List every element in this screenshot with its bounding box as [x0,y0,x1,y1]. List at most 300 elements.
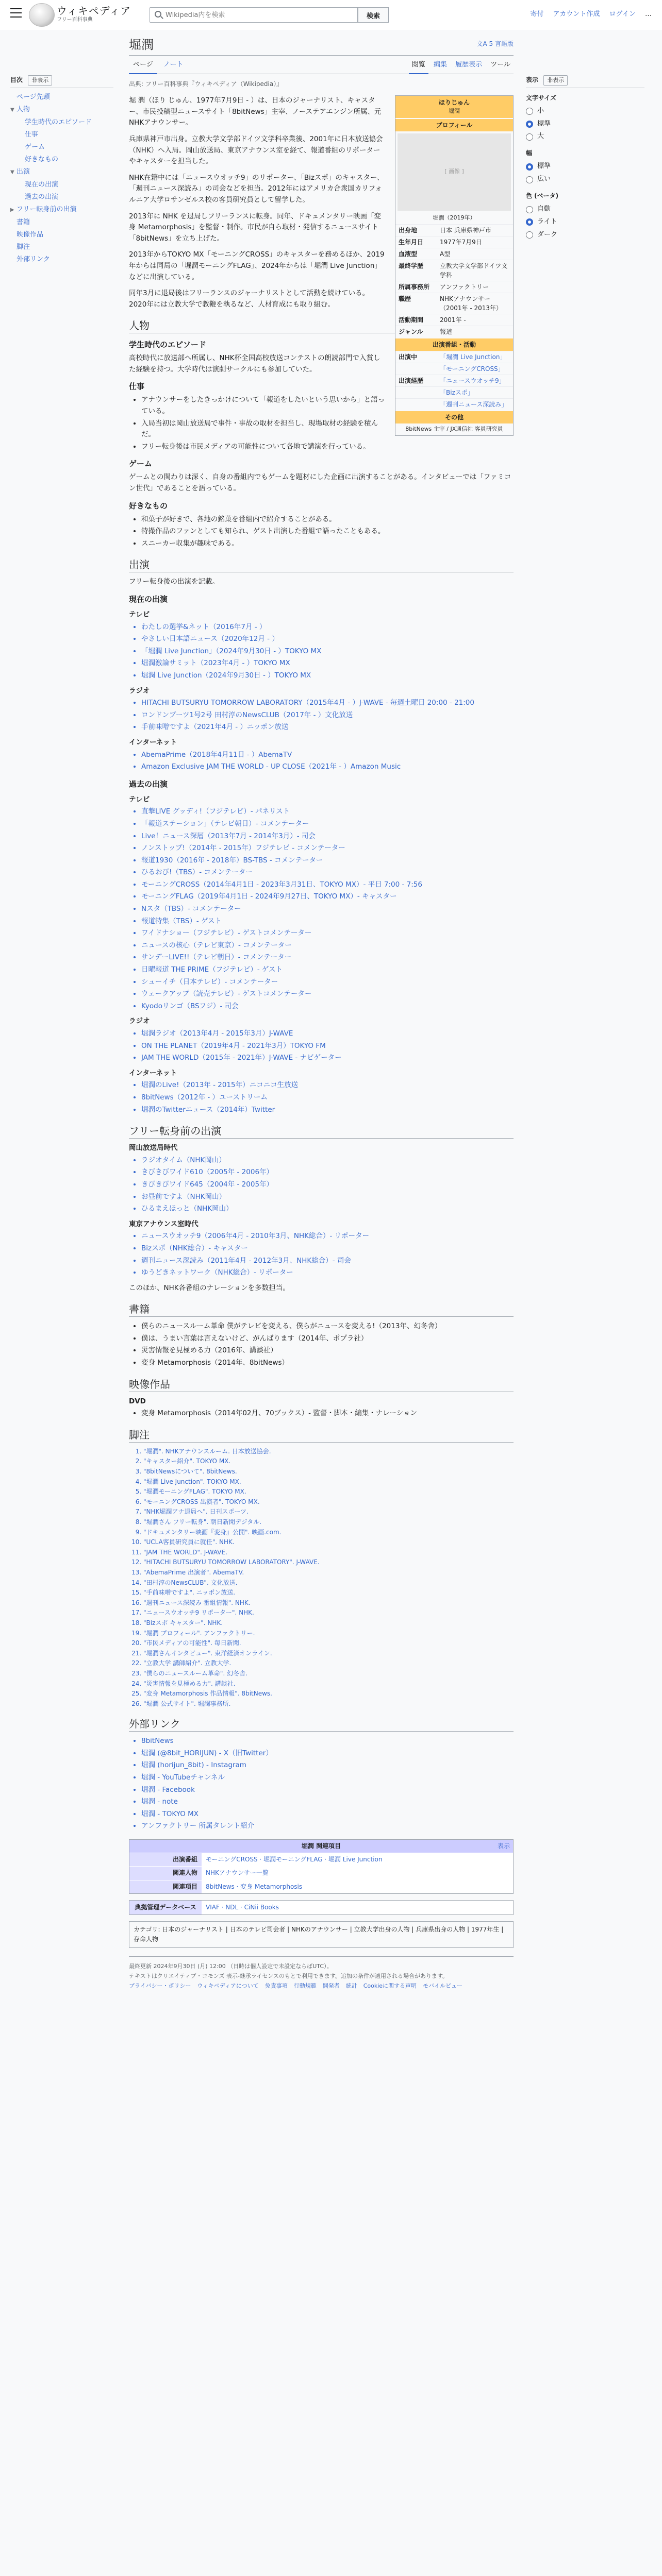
list-item: • 和菓子が好きで、各地の銘菓を番組内で紹介することがある。 [141,514,514,526]
toc-item[interactable] [10,141,113,154]
toc-list [10,91,113,266]
create-account-link[interactable]: アカウント作成 [553,10,600,18]
list-item: • スニーカー収集が趣味である。 [141,538,514,550]
list-item[interactable]: • ロンドンブーツ1号2号 田村淳のNewsCLUB（2017年 - ）文化放送 [141,710,514,721]
list-item[interactable]: 24. "災害情報を見極める力". 講談社. [143,1679,514,1689]
infobox-band: プロフィール [395,119,513,131]
footer-link[interactable]: 開発者 [322,1982,340,1989]
list-item[interactable]: • 日曜報道 THE PRIME（フジテレビ）- ゲスト [141,964,514,976]
list-item[interactable]: 22. "立教大学 講師紹介". 立教大学. [143,1658,514,1668]
list-item[interactable]: 10. "UCLA客員研究員に就任". NHK. [143,1537,514,1547]
list-item[interactable]: 16. "週刊ニュース深読み 番組情報". NHK. [143,1598,514,1608]
list-item[interactable]: 26. "堀潤 公式サイト". 堀潤事務所. [143,1699,514,1709]
infobox-value: 立教大学文学部ドイツ文学科 [440,262,508,279]
radio-label: 標準 [537,120,551,128]
navbox-links[interactable]: モーニングCROSS · 堀潤モーニングFLAG · 堀潤 Live Junction [202,1853,513,1866]
section-heading-notes: 脚注 [129,1428,514,1443]
infobox-key: 最終学歴 [399,262,424,270]
tab-read[interactable]: 閲覧 [409,56,428,74]
lead-paragraph: NHK在籍中には「ニュースウオッチ9」のリポーター、「Bizスポ」のキャスター、「週刊ニュース深読み」の司会などを担当。2012年にはアメリカ合衆国カリフォルニア大学ロサンゼルス校の客員研究員として留学した。 [129,173,384,204]
list-item[interactable]: • ひるおび!（TBS）- コメンテーター [141,867,514,878]
list-item[interactable]: 3. "8bitNewsについて". 8bitNews. [143,1467,514,1477]
navbox-row [129,1866,513,1879]
infobox-row [395,281,513,293]
subheading-work: 仕事 [129,382,145,392]
list-item[interactable]: • ニュースの核心（テレビ東京）- コメンテーター [141,940,514,952]
infobox-value: 報道 [440,328,453,336]
license-text: テキストはクリエイティブ・コモンズ 表示-継承ライセンスのもとで利用できます。追加の条件が適用される場合があります。 [129,1973,449,1980]
toc-item-label: ページ先頭 [16,93,50,101]
article-body [129,79,514,1991]
list-item[interactable]: • 堀潤のLive!（2013年 - 2015年）ニコニコ生放送 [141,1080,514,1091]
infobox-value: NHKアナウンサー（2001年 - 2013年） [440,295,503,312]
toc-item[interactable] [10,216,113,229]
list-item[interactable]: 12. "HITACHI BUTSURYU TOMORROW LABORATORY". J-WAVE. [143,1557,514,1567]
infobox-value: 日本 兵庫県神戸市 [440,227,491,234]
toc-item-label: 書籍 [16,218,30,226]
school-paragraph: 高校時代に放送部へ所属し、NHK杯全国高校放送コンテストの朗読部門で入賞した経験を持つ。大学時代は演劇サークルにも参加していた。 [129,354,380,374]
list-item[interactable]: • HITACHI BUTSURYU TOMORROW LABORATORY（2015年4月 - ）J-WAVE - 毎週土曜日 20:00 - 21:00 [141,698,514,709]
external-links-list [141,1736,514,1832]
infobox-key [399,364,440,374]
infobox-row [395,248,513,260]
tab-page[interactable]: ページ [129,56,157,74]
list-item: • 特撮作品のファンとしても知られ、ゲスト出演した番組で語ったこともある。 [141,526,514,537]
navbox-row [129,1853,513,1866]
authority-control [129,1900,514,1915]
list-item: • 僕は、うまい言葉は言えないけど、がんばります（2014年、ポプラ社） [141,1333,514,1345]
list-item[interactable]: • きびきびワイド645（2004年 - 2005年） [141,1179,514,1191]
radio-selected-icon[interactable] [526,163,533,171]
navbox-group: 関連人物 [129,1867,202,1879]
tokyo-note: このほか、NHK各番組のナレーションを多数担当。 [129,1283,290,1292]
radio-icon[interactable] [526,133,533,141]
login-link[interactable]: ログイン [609,10,636,18]
list-item[interactable]: • ニュースウオッチ9（2006年4月 - 2010年3月、NHK総合）- リポーター [141,1231,514,1242]
radio-label: 小 [537,107,544,115]
lead-paragraph: 2013年からTOKYO MX「モーニングCROSS」のキャスターを務めるほか、2019年からは同局の「堀潤モーニングFLAG」、2024年からは「堀潤 Live Junction」などに出演している。 [129,250,385,281]
list-item[interactable]: • お昼前ですよ（NHK岡山） [141,1192,514,1203]
list-item[interactable]: • わたしの選挙&ネット（2016年7月 - ） [141,622,514,633]
list-item[interactable]: • ノンストップ!（2014年 - 2015年）フジテレビ - コメンテーター [141,843,514,854]
footer-link[interactable]: ウィキペディアについて [197,1982,259,1989]
infobox-row [395,314,513,326]
game-paragraph: ゲームとの関わりは深く、自身の番組内でもゲームを題材にした企画に出演することがある。インタビューでは「ファミコン世代」であることを語っている。 [129,473,511,493]
toc-item[interactable] [10,179,113,191]
toc-item-label: 過去の出演 [25,193,59,201]
list-item: • 僕らのニュースルーム革命 僕がテレビを変える、僕らがニュースを変える!（2013年、幻冬舎） [141,1321,514,1332]
infobox-key: 出身地 [399,227,418,234]
radio-option[interactable] [526,130,644,143]
toc-item-label: 現在の出演 [25,180,59,189]
navbox-row [129,1880,513,1893]
toc-item[interactable] [10,129,113,141]
list-item[interactable]: • ひるまえほっと（NHK岡山） [141,1204,514,1215]
list-item[interactable]: • 「報道ステーション」（テレビ朝日）- コメンテーター [141,819,514,830]
infobox-header: ほりじゅん 堀潤 [395,96,513,118]
toc-sidebar [10,72,113,266]
section-heading-person: 人物 [129,318,514,333]
infobox-key: 出演中 [399,353,418,361]
list-item[interactable]: • 堀潤ラジオ（2013年4月 - 2015年3月）J-WAVE [141,1028,514,1040]
toc-item[interactable] [10,204,113,216]
navbox-title: 堀潤 関連項目 表示 [129,1840,513,1853]
lead-paragraph: 堀 潤（ほり じゅん、1977年7月9日 - ）は、日本のジャーナリスト、キャスター、市民投稿型ニュースサイト「8bitNews」主宰、ノーステアエンジン所属、元NHKアナウンサー。 [129,96,382,127]
list-item[interactable]: 15. "手前味噌ですよ". ニッポン放送. [143,1588,514,1598]
logo-subtitle: フリー百科事典 [57,17,93,23]
heading-dvd: DVD [129,1397,146,1405]
toc-item[interactable] [10,91,113,104]
infobox-key [399,388,440,397]
toc-item[interactable] [10,241,113,253]
list-item[interactable]: 8. "堀潤さん フリー転身". 朝日新聞デジタル. [143,1517,514,1527]
infobox-band-other: その他 [395,411,513,423]
infobox-key: 血液型 [399,250,418,258]
color-options [526,203,644,241]
list-item[interactable]: • Live！ニュース深層（2013年7月 - 2014年3月）- 司会 [141,831,514,842]
infobox-row [395,224,513,236]
infobox-value: 2001年 - [440,316,466,324]
radio-option[interactable] [526,173,644,186]
list-item[interactable]: 11. "JAM THE WORLD". J-WAVE. [143,1548,514,1557]
radio-label: 大 [537,132,544,141]
list-item[interactable]: 20. "市民メディアの可能性". 毎日新聞. [143,1638,514,1648]
list-item[interactable]: • 報道1930（2016年 - 2018年）BS-TBS - コメンテーター [141,855,514,867]
toc-item[interactable] [10,253,113,266]
text-size-options [526,105,644,143]
heading-net: インターネット [129,738,177,747]
toc-toggle-icon[interactable]: ▶ [10,207,14,213]
radio-label: 自動 [537,205,551,213]
footer-link[interactable]: プライバシー・ポリシー [129,1982,191,1989]
infobox-value[interactable]: 「週刊ニュース深読み」 [440,401,508,409]
toc-item[interactable] [10,166,113,179]
list-item[interactable]: • 堀潤 (horijun_8bit) - Instagram [141,1760,514,1771]
infobox-row [395,326,513,337]
logo-title: ウィキペディア [57,5,131,17]
infobox-image[interactable]: [ 画像 ] [398,133,511,211]
infobox-tagline: 8bitNews 主宰 / JX通信社 客員研究員 [405,426,503,433]
heading-okayama: 岡山放送局時代 [129,1144,178,1153]
main-content [129,30,514,1991]
lead-paragraph: 兵庫県神戸市出身。立教大学文学部ドイツ文学科卒業後、2001年に日本放送協会（NHK）へ入局。岡山放送局、東京アナウンス室を経て、報道番組のリポーターやキャスターを担当した。 [129,134,383,166]
from-line: 出典: フリー百科事典『ウィキペディア（Wikipedia）』 [129,80,283,88]
toc-toggle-icon[interactable]: ▼ [10,107,14,113]
list-item[interactable]: 9. "ドキュメンタリー映画『変身』公開". 映画.com. [143,1528,514,1537]
infobox-key: 出演経歴 [399,377,424,385]
wikipedia-logo[interactable] [29,3,55,27]
language-button[interactable]: 文A 5 言語版 [476,40,514,47]
infobox-row [395,375,513,386]
main-menu-icon[interactable] [10,8,22,19]
books-list [141,1321,514,1368]
toc-item-label: 仕事 [25,130,39,139]
list-item[interactable]: • 8bitNews [141,1736,514,1747]
user-links [523,9,652,20]
list-item[interactable]: • ON THE PLANET（2019年4月 - 2021年3月）TOKYO FM [141,1041,514,1052]
infobox-value: 1977年7月9日 [440,239,482,246]
radio-label: 広い [537,175,551,183]
tab-tools[interactable]: ツール [490,61,510,69]
list-item: • 災害情報を見極める力（2016年、講談社） [141,1345,514,1357]
infobox-programs [395,351,513,410]
list-item[interactable]: • Amazon Exclusive JAM THE WORLD - UP CLOSE（2021年 - ）Amazon Music [141,761,514,773]
list-item[interactable]: • 堀潤 Live Junction（2024年9月30日 - ）TOKYO MX [141,670,514,682]
toc-item-label: ゲーム [25,143,45,151]
list-item[interactable]: • ウェークアップ（読売テレビ）- ゲストコメンテーター [141,989,514,1000]
lead-paragraph: 同年3月に退局後はフリーランスのジャーナリストとして活動を続けている。2020年には立教大学で教鞭を執るなど、人材育成にも取り組む。 [129,289,370,309]
appearance-sidebar [526,72,644,242]
text-size-heading: 文字サイズ [526,94,557,101]
infobox-row [395,363,513,375]
list-item[interactable]: 13. "AbemaPrime 出演者". AbemaTV. [143,1568,514,1578]
page-tabs [129,56,514,74]
toc-item[interactable] [10,116,113,129]
search-button[interactable]: 検索 [358,7,389,23]
list-item[interactable]: • Bizスポ（NHK総合）- キャスター [141,1243,514,1255]
list-item[interactable]: 5. "堀潤モーニングFLAG". TOKYO MX. [143,1487,514,1497]
list-item: • 変身 Metamorphosis（2014年02月、70ブックス）- 監督・脚本・編集・ナレーション [141,1408,514,1419]
navbox-links[interactable]: 8bitNews · 変身 Metamorphosis [202,1880,513,1893]
section-heading-pre-freelance: フリー転身前の出演 [129,1124,514,1139]
header [0,0,662,30]
list-item[interactable]: 23. "僕らのニュースルーム革命". 幻冬舎. [143,1669,514,1679]
search-form [150,7,389,23]
list-item[interactable]: • 報道特集（TBS）- ゲスト [141,916,514,927]
toc-item-label: 出演 [16,167,30,176]
list-item[interactable]: • シューイチ（日本テレビ）- コメンテーター [141,977,514,988]
toc-item[interactable] [10,191,113,204]
section-heading-external-links: 外部リンク [129,1717,514,1732]
list-item[interactable]: • 手前味噌ですよ（2021年4月 - ）ニッポン放送 [141,722,514,733]
page-actions [409,56,514,74]
heading-tv: テレビ [129,795,150,804]
footer-link[interactable]: Cookieに関する声明 [363,1982,417,1989]
list-item[interactable]: • 堀潤のTwitterニュース（2014年）Twitter [141,1105,514,1116]
appearances-note: フリー転身後の出演を記載。 [129,578,219,586]
radio-option[interactable] [526,105,644,118]
past-radio-list [141,1028,514,1064]
infobox-key: ジャンル [399,328,423,336]
list-item[interactable]: • 週刊ニュース深読み（2011年4月 - 2012年3月、NHK総合）- 司会 [141,1256,514,1267]
infobox-value: アンファクトリー [440,283,489,291]
navbox-group: 関連項目 [129,1880,202,1893]
current-net-list [141,750,514,773]
tab-talk[interactable]: ノート [163,61,184,69]
toc-item-label: 好きなもの [25,155,59,163]
appearance-hide-button[interactable]: 非表示 [543,75,568,86]
radio-icon[interactable] [526,206,533,213]
list-item[interactable]: • ラジオタイム（NHK岡山） [141,1155,514,1166]
list-item[interactable]: • モーニングCROSS（2014年4月1日 - 2023年3月31日、TOKYO MX）- 平日 7:00 - 7:56 [141,879,514,891]
infobox-key: 生年月日 [399,239,424,246]
toc-hide-button[interactable]: 非表示 [28,75,52,86]
search-icon [155,11,161,18]
list-item[interactable]: • 堀潤激論サミット（2023年4月 - ）TOKYO MX [141,658,514,669]
list-item: • 変身 Metamorphosis（2014年、8bitNews） [141,1358,514,1369]
list-item[interactable]: • 堀潤 (@8bit_HORIJUN) - X（旧Twitter） [141,1748,514,1759]
radio-label: ダーク [537,230,558,239]
section-heading-appearances: 出演 [129,557,514,572]
toc-header: 目次 非表示 [10,72,113,88]
subheading-likes: 好きなもの [129,501,168,511]
current-tv-list [141,622,514,682]
navbox-toggle[interactable]: 表示 [497,1842,510,1850]
radio-option[interactable] [526,229,644,242]
list-item[interactable]: 14. "田村淳のNewsCLUB". 文化放送. [143,1578,514,1588]
list-item[interactable]: • 堀潤 - TOKYO MX [141,1809,514,1820]
list-item[interactable]: • 8bitNews（2012年 - ）ユーストリーム [141,1092,514,1104]
list-item[interactable]: 18. "Bizスポ キャスター". NHK. [143,1618,514,1628]
radio-selected-icon[interactable] [526,121,533,128]
infobox-row [395,398,513,410]
list-item[interactable]: • ゆうどきネットワーク（NHK総合）- リポーター [141,1267,514,1279]
category-links[interactable]: カテゴリ: 日本のジャーナリスト | 日本のテレビ司会者 | NHKのアナウンサー | 立教大学出身の人物 | 兵庫県出身の人物 | 1977年生 | 存命人物 [129,1921,514,1948]
toc-item-label: 外部リンク [16,255,50,263]
toc-item-label: 映像作品 [16,230,44,239]
toc-item-label: 学生時代のエピソード [25,118,92,126]
list-item[interactable]: 6. "モーニングCROSS 出演者". TOKYO MX. [143,1497,514,1507]
last-edited: 最終更新 2024年9月30日 (月) 12:00 （日時は個人設定で未設定ならばUTC）。 [129,1963,333,1970]
list-item[interactable]: • 堀潤 - note [141,1797,514,1808]
list-item[interactable]: • Kyodoリンゴ（BSフジ）- 司会 [141,1001,514,1012]
past-tv-list [141,806,514,1012]
search-input[interactable] [150,7,358,23]
lead-paragraph: 2013年に NHK を退局しフリーランスに転身。同年、ドキュメンタリー映画「変身 Metamorphosis」を監督・制作。市民が自ら取材・発信するニュースサイト「8bitNews」を立ち上げた。 [129,212,382,243]
footer-link[interactable]: 免責事項 [264,1982,288,1989]
radio-icon[interactable] [526,176,533,183]
radio-label: ライト [537,217,557,226]
infobox-row [395,236,513,248]
list-item[interactable]: • JAM THE WORLD（2015年 - 2021年）J-WAVE - ナビゲーター [141,1053,514,1064]
footer-links [129,1981,514,1991]
list-item[interactable]: 7. "NHK堀潤アナ退局へ". 日刊スポーツ. [143,1507,514,1517]
radio-option[interactable] [526,118,644,131]
heading-radio: ラジオ [129,686,150,695]
list-item[interactable]: 4. "堀潤 Live Junction". TOKYO MX. [143,1477,514,1487]
infobox-value[interactable]: 「ニュースウオッチ9」 [440,377,505,385]
list-item[interactable]: 25. "変身 Metamorphosis 作品情報". 8bitNews. [143,1689,514,1699]
infobox-key: 活動期間 [399,316,424,324]
list-item[interactable]: 19. "堀潤 プロフィール". アンファクトリー. [143,1629,514,1638]
toc-toggle-icon[interactable]: ▼ [10,169,14,175]
section-heading-books: 書籍 [129,1302,514,1317]
navbox-rows [129,1853,513,1893]
navbox-group: 出演番組 [129,1853,202,1866]
references-list [143,1447,514,1708]
footer-link[interactable]: 統計 [345,1982,357,1989]
infobox-value[interactable]: 「Bizスポ」 [440,389,474,397]
appearance-header: 表示 非表示 [526,72,644,88]
footer [129,1956,514,1991]
list-item[interactable]: 2. "キャスター紹介". TOKYO MX. [143,1456,514,1466]
footer-link[interactable]: モバイルビュー [423,1982,463,1989]
infobox-key: 職歴 [399,295,411,303]
list-item[interactable]: • やさしい日本語ニュース（2020年12月 - ） [141,634,514,645]
color-heading: 色 (ベータ) [526,192,559,199]
navbox-links[interactable]: NHKアナウンサー一覧 [202,1867,513,1879]
list-item[interactable]: • アンファクトリー 所属タレント紹介 [141,1821,514,1832]
section-heading-video: 映像作品 [129,1377,514,1392]
heading-net: インターネット [129,1069,177,1077]
toc-item[interactable] [10,104,113,116]
radio-option[interactable] [526,216,644,229]
infobox-value[interactable]: 「堀潤 Live Junction」 [440,353,506,361]
more-options-icon[interactable]: … [645,10,652,18]
infobox-row [395,293,513,314]
list-item[interactable]: 1. "堀潤". NHKアナウンスルーム. 日本放送協会. [143,1447,514,1456]
list-item[interactable]: • ワイドナショー（フジテレビ）- ゲストコメンテーター [141,928,514,939]
list-item[interactable]: • 直撃LIVE グッディ!（フジテレビ）- パネリスト [141,806,514,818]
infobox-value[interactable]: 「モーニングCROSS」 [440,365,504,373]
page-title: 堀潤 [129,38,154,52]
list-item[interactable]: 17. "ニュースウオッチ9 リポーター". NHK. [143,1608,514,1618]
subheading-game: ゲーム [129,459,153,469]
toc-item[interactable] [10,229,113,241]
radio-icon[interactable] [526,108,533,115]
infobox-row [395,260,513,281]
radio-option[interactable] [526,160,644,173]
tab-edit[interactable]: 編集 [433,61,447,69]
list-item[interactable]: • 堀潤 - YouTubeチャンネル [141,1772,514,1784]
infobox-key: 所属事務所 [399,283,430,291]
list-item[interactable]: • 堀潤 - Facebook [141,1785,514,1796]
list-item: • 入局当初は岡山放送局で事件・事故の取材を担当し、現場取材の経験を積んだ。 [141,418,514,440]
tab-history[interactable]: 履歴表示 [455,61,483,69]
heading-radio: ラジオ [129,1017,150,1026]
okayama-list [141,1155,514,1215]
list-item[interactable]: • Nスタ（TBS）- コメンテーター [141,904,514,915]
infobox-row [395,351,513,363]
infobox-value: A型 [440,250,451,258]
infobox [395,95,514,436]
radio-label: 標準 [537,162,551,171]
title-row [129,30,514,56]
list-item[interactable]: • サンデーLIVE!!（テレビ朝日）- コメンテーター [141,952,514,963]
heading-tv: テレビ [129,611,150,619]
radio-option[interactable] [526,203,644,216]
subheading-school: 学生時代のエピソード [129,340,207,350]
list-item: • フリー転身後は市民メディアの可能性について各地で講演を行っている。 [141,442,514,453]
infobox-key [399,400,440,409]
likes-list [141,514,514,550]
list-item[interactable]: • 「堀潤 Live Junction」（2024年9月30日 - ）TOKYO MX [141,646,514,657]
subheading-current: 現在の出演 [129,595,168,604]
list-item: • アナウンサーをしたきっかけについて「報道をしたいという思いから」と語っている。 [141,395,514,417]
radio-icon[interactable] [526,231,533,239]
navbox [129,1839,514,1894]
heading-tokyo: 東京アナウンス室時代 [129,1219,198,1228]
list-item[interactable]: 21. "堀潤さんインタビュー". 東洋経済オンライン. [143,1649,514,1658]
footer-link[interactable]: 行動規範 [293,1982,317,1989]
past-net-list [141,1080,514,1115]
infobox-caption: 堀潤（2019年） [433,214,476,221]
list-item[interactable]: • きびきびワイド610（2005年 - 2006年） [141,1167,514,1178]
toc-item[interactable] [10,154,113,166]
infobox-row [395,386,513,398]
infobox-band-programs: 出演番組・活動 [395,338,513,351]
infobox-rows [395,224,513,337]
list-item[interactable]: • AbemaPrime（2018年4月11日 - ）AbemaTV [141,750,514,761]
radio-selected-icon[interactable] [526,218,533,226]
toc-item-label: フリー転身前の出演 [16,205,77,213]
donate-link[interactable]: 寄付 [530,10,544,18]
list-item[interactable]: • モーニングFLAG（2019年4月1日 - 2024年9月27日、TOKYO MX）- キャスター [141,891,514,903]
authority-links[interactable]: VIAF · NDL · CiNii Books [202,1901,513,1914]
toc-item-label: 人物 [16,105,30,113]
width-options [526,160,644,186]
logo-text[interactable] [57,5,131,24]
